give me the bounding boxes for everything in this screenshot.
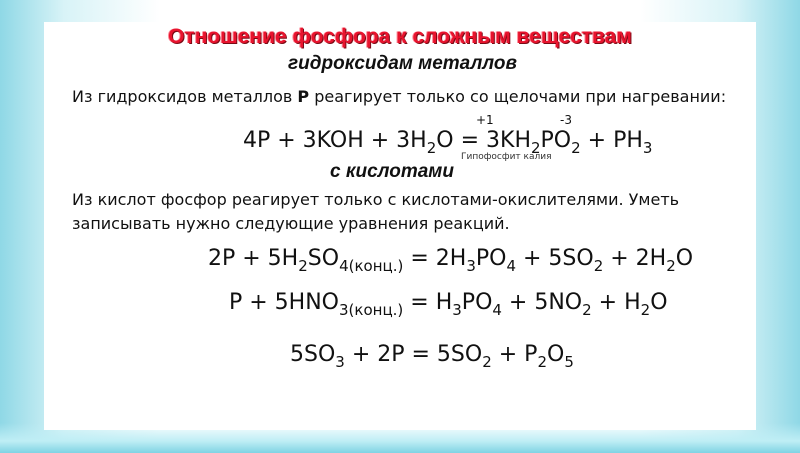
equation-sulfuric-acid: $2P + 5H_2SO_{4(конц.)} = 2H_3PO_4 + 5SO_2 + 2H_2O$ bbox=[208, 246, 694, 275]
equation-nitric-acid: $P + 5HNO_{3(конц.)} = H_3PO_4 + 5NO_2 + H_2O$ bbox=[229, 290, 668, 319]
section-heading-hydroxides: гидроксидам металлов bbox=[288, 53, 517, 74]
paragraph-acids-line1: Из кислот фосфор реагирует только с кислотами-окислителями. Уметь bbox=[72, 190, 680, 209]
paragraph-hydroxides bbox=[72, 85, 726, 109]
paragraph-acids-line2: записывать нужно следующие уравнения реакций. bbox=[72, 214, 510, 233]
paragraph-text-part: Из гидроксидов металлов bbox=[72, 87, 298, 106]
oxidation-state-phosphorus: +1 bbox=[476, 113, 494, 127]
equation-koh: $4P + 3KOH + 3H_2O = 3KH_2PO_2 + PH_3$ bbox=[243, 128, 653, 157]
section-heading-acids: с кислотами bbox=[330, 161, 454, 182]
phosphorus-symbol: Р bbox=[297, 87, 310, 106]
paragraph-text-part: реагирует только со щелочами при нагревании: bbox=[309, 87, 727, 106]
oxidation-state-phosphine: -3 bbox=[560, 113, 572, 127]
slide-title: Отношение фосфора к сложным веществам bbox=[168, 25, 632, 48]
product-name-note: Гипофосфит калия bbox=[461, 152, 552, 162]
equation-sulfur-trioxide: $5SO_3 + 2P = 5SO_2 + P_2O_5$ bbox=[290, 342, 574, 371]
